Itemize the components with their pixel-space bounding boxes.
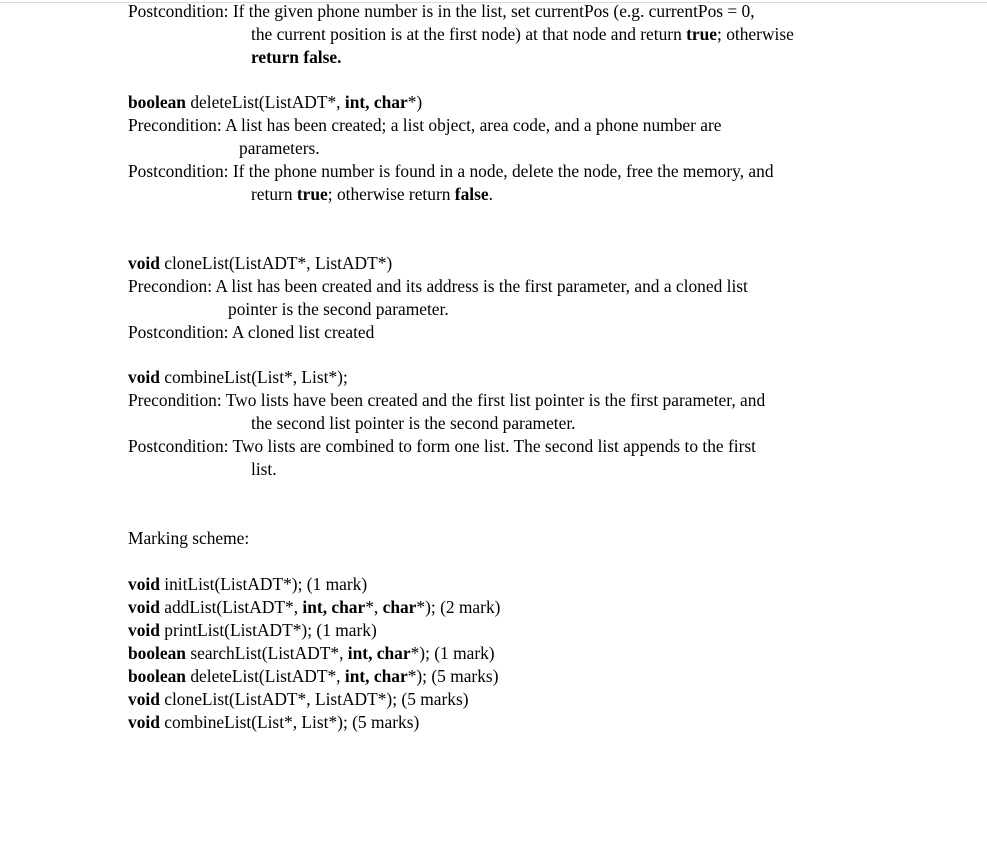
- marking-scheme-heading: Marking scheme:: [128, 528, 250, 548]
- combine-list-spec: [128, 366, 765, 481]
- combine-postcondition-line2: list.: [251, 459, 277, 479]
- marking-item: void printList(ListADT*); (1 mark): [128, 620, 377, 640]
- clone-precondition-line1: Precondion: A list has been created and its address is the first parameter, and a cloned list: [128, 276, 748, 296]
- clone-list-signature: void cloneList(ListADT*, ListADT*): [128, 253, 393, 273]
- spacer: [128, 550, 500, 573]
- search-postcondition: [128, 0, 794, 69]
- delete-postcondition-line2: return true; otherwise return false.: [251, 184, 493, 204]
- clone-precondition-line2: pointer is the second parameter.: [228, 299, 449, 319]
- delete-list-spec: [128, 91, 774, 206]
- delete-precondition-line2: parameters.: [239, 138, 320, 158]
- marking-scheme: [128, 527, 500, 734]
- delete-precondition-line1: Precondition: A list has been created; a list object, area code, and a phone number are: [128, 115, 722, 135]
- search-post-line2: the current position is at the first node) at that node and return true; otherwise: [251, 24, 794, 44]
- combine-precondition-line2: the second list pointer is the second parameter.: [251, 413, 576, 433]
- combine-postcondition-line1: Postcondition: Two lists are combined to form one list. The second list appends to the first: [128, 436, 756, 456]
- marking-item: void cloneList(ListADT*, ListADT*); (5 marks): [128, 689, 469, 709]
- marking-item: void combineList(List*, List*); (5 marks): [128, 712, 420, 732]
- search-post-line3: return false.: [251, 47, 342, 67]
- marking-item: void initList(ListADT*); (1 mark): [128, 574, 368, 594]
- clone-postcondition: Postcondition: A cloned list created: [128, 322, 375, 342]
- combine-list-signature: void combineList(List*, List*);: [128, 367, 348, 387]
- combine-precondition-line1: Precondition: Two lists have been created and the first list pointer is the first parameter, and: [128, 390, 766, 410]
- clone-list-spec: [128, 252, 748, 344]
- delete-list-signature: boolean deleteList(ListADT*, int, char*): [128, 92, 423, 112]
- search-post-line1: Postcondition: If the given phone number is in the list, set currentPos (e.g. currentPos = 0,: [128, 1, 755, 21]
- marking-item: boolean searchList(ListADT*, int, char*); (1 mark): [128, 643, 495, 663]
- marking-item: void addList(ListADT*, int, char*, char*); (2 mark): [128, 597, 501, 617]
- delete-postcondition-line1: Postcondition: If the phone number is found in a node, delete the node, free the memory, and: [128, 161, 774, 181]
- marking-item: boolean deleteList(ListADT*, int, char*); (5 marks): [128, 666, 499, 686]
